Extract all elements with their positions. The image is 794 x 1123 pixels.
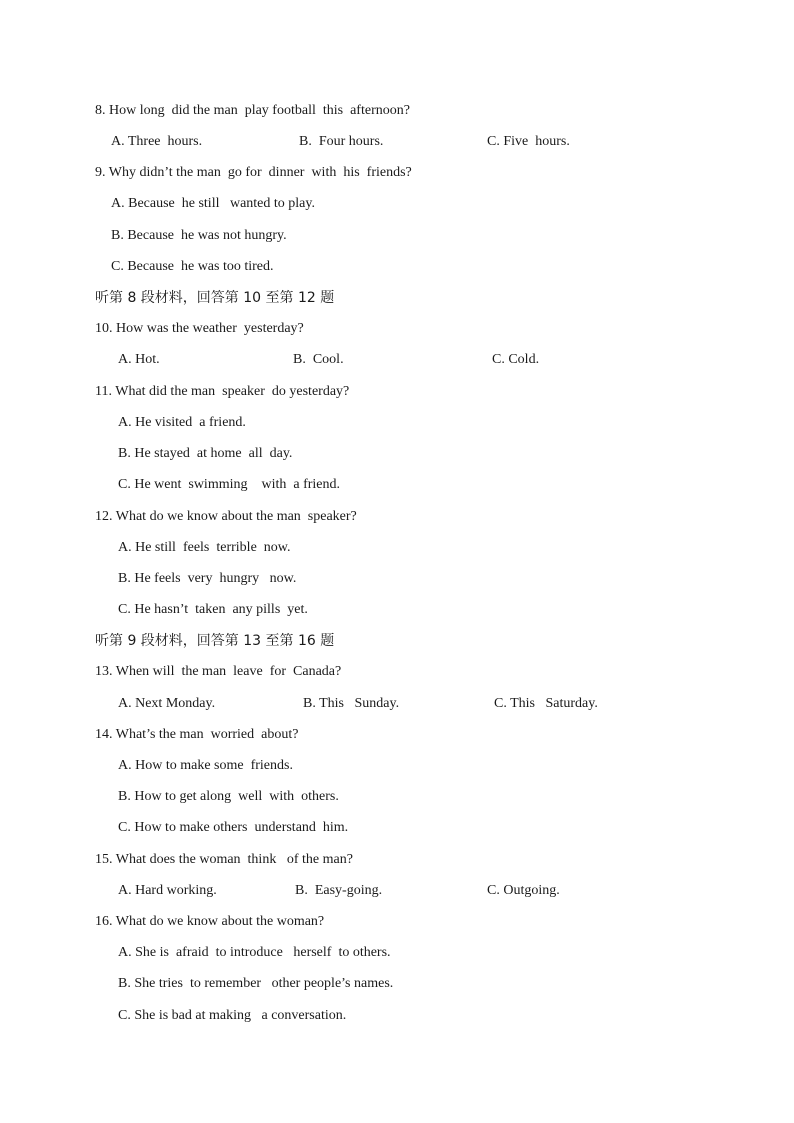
q12-option-a: A. He still feels terrible now. [118, 540, 291, 555]
question-13: 13. When will the man leave for Canada? [95, 664, 342, 679]
q13-option-b: B. This Sunday. [303, 696, 400, 711]
question-14: 14. What’s the man worried about? [95, 727, 299, 742]
q12-option-c: C. He hasn’t taken any pills yet. [118, 602, 308, 617]
q13-option-c: C. This Saturday. [494, 696, 598, 711]
q15-option-a: A. Hard working. [118, 883, 217, 898]
section-heading-8: 听第 8 段材料，回答第 10 至第 12 题 [95, 290, 335, 306]
question-10: 10. How was the weather yesterday? [95, 321, 304, 336]
q11-option-c: C. He went swimming with a friend. [118, 477, 341, 492]
q13-option-a: A. Next Monday. [118, 696, 216, 711]
q15-option-c: C. Outgoing. [487, 883, 560, 898]
q10-option-c: C. Cold. [492, 352, 540, 367]
q16-option-c: C. She is bad at making a conversation. [118, 1008, 347, 1023]
question-8: 8. How long did the man play football this afternoon? [95, 103, 410, 118]
question-16: 16. What do we know about the woman? [95, 914, 325, 929]
question-11: 11. What did the man speaker do yesterday? [95, 384, 350, 399]
q8-option-b: B. Four hours. [299, 134, 384, 149]
q10-option-a: A. Hot. [118, 352, 160, 367]
question-15: 15. What does the woman think of the man? [95, 852, 353, 867]
q16-option-b: B. She tries to remember other people’s names. [118, 976, 394, 991]
q16-option-a: A. She is afraid to introduce herself to others. [118, 945, 391, 960]
q8-option-a: A. Three hours. [111, 134, 203, 149]
q9-option-b: B. Because he was not hungry. [111, 228, 287, 243]
section-heading-9: 听第 9 段材料，回答第 13 至第 16 题 [95, 633, 335, 649]
q12-option-b: B. He feels very hungry now. [118, 571, 297, 586]
q14-option-b: B. How to get along well with others. [118, 789, 339, 804]
q11-option-b: B. He stayed at home all day. [118, 446, 293, 461]
question-9: 9. Why didn’t the man go for dinner with his friends? [95, 165, 412, 180]
q10-option-b: B. Cool. [293, 352, 344, 367]
question-12: 12. What do we know about the man speaker? [95, 509, 357, 524]
q8-option-c: C. Five hours. [487, 134, 570, 149]
q9-option-c: C. Because he was too tired. [111, 259, 274, 274]
q14-option-a: A. How to make some friends. [118, 758, 293, 773]
q9-option-a: A. Because he still wanted to play. [111, 196, 315, 211]
q11-option-a: A. He visited a friend. [118, 415, 246, 430]
q14-option-c: C. How to make others understand him. [118, 820, 349, 835]
q15-option-b: B. Easy-going. [295, 883, 383, 898]
